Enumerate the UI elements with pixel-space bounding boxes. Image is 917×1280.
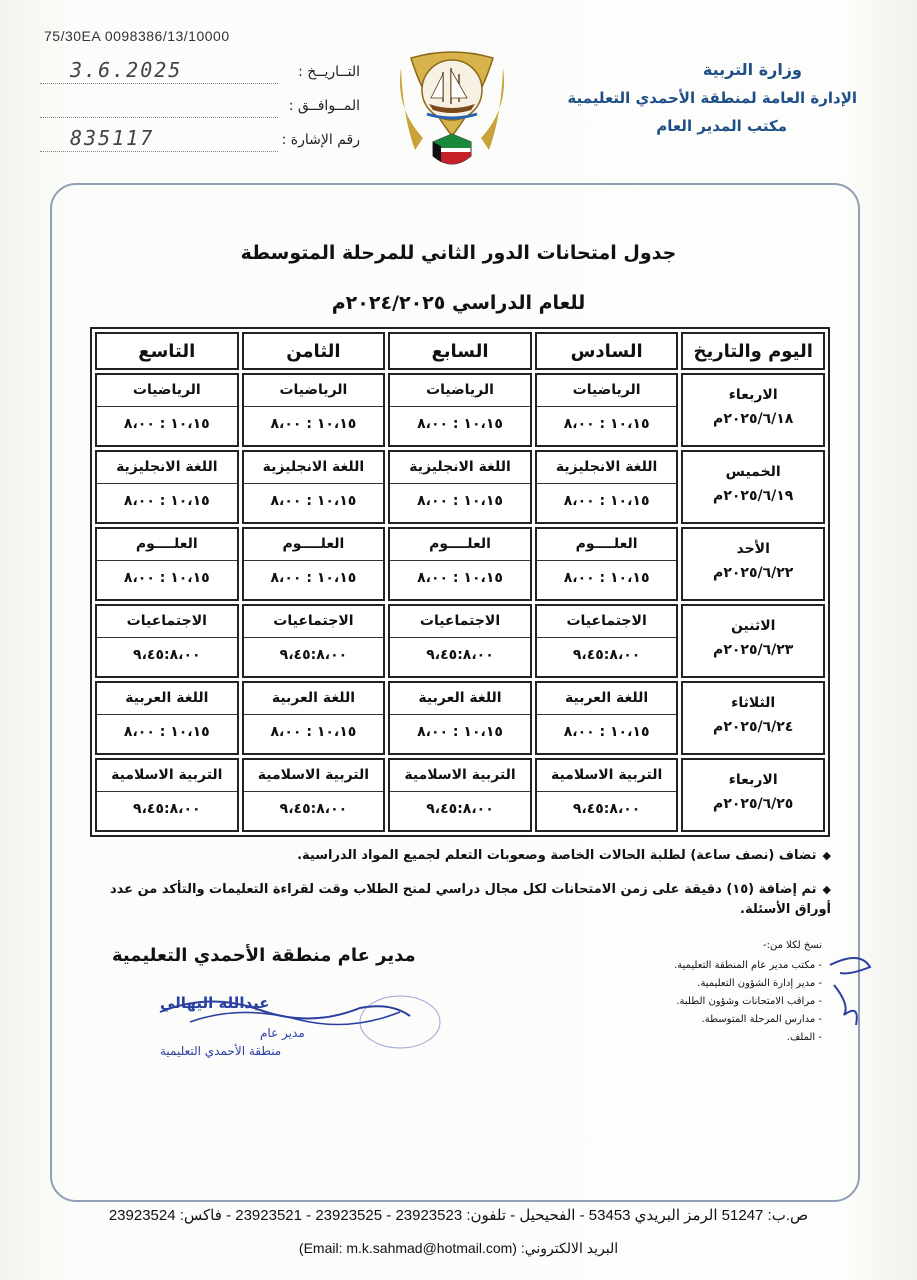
initials-signature-icon (820, 945, 890, 1035)
exam-time: ١٠،١٥ : ٨،٠٠ (563, 570, 650, 586)
exam-time: ١٠،١٥ : ٨،٠٠ (270, 493, 357, 509)
subject-name: التربية الاسلامية (244, 760, 384, 792)
subject-name: اللغة الانجليزية (244, 452, 384, 484)
subject-name: الاجتماعيات (97, 606, 237, 638)
footer-email: البريد الالكتروني: (Email: m.k.sahmad@hotmail.com) (298, 1240, 619, 1256)
date-row (40, 58, 360, 92)
footer-contact: ص.ب: 51247 الرمز البريدي 53453 - الفحيحيل - تلفون: 23923523 - 23923525 - 23923521 - فاكس: 23923524 (108, 1207, 809, 1224)
exam-cell (95, 373, 239, 447)
exam-time: ١٠،١٥ : ٨،٠٠ (563, 493, 650, 509)
subject-name: اللغة العربية (244, 683, 384, 715)
exam-cell (388, 373, 532, 447)
exam-time: ١٠،١٥ : ٨،٠٠ (270, 724, 357, 740)
exam-time: ١٠،١٥ : ٨،٠٠ (270, 416, 357, 432)
exam-cell (242, 681, 386, 755)
exam-time: ١٠،١٥ : ٨،٠٠ (563, 416, 650, 432)
exam-cell (535, 527, 679, 601)
exam-time: ١٠،١٥ : ٨،٠٠ (270, 570, 357, 586)
exam-time: ١٠،١٥ : ٨،٠٠ (417, 416, 503, 432)
day-date-cell (681, 450, 825, 524)
exam-time: ٩،٤٥:٨،٠٠ (279, 647, 348, 663)
subject-name: التربية الاسلامية (97, 760, 237, 792)
note-text: تضاف (نصف ساعة) لطلبة الحالات الخاصة وصعوبات التعلم لجميع المواد الدراسية. (297, 848, 817, 863)
date-label: التــاريــخ : (298, 64, 360, 80)
subject-name: الاجتماعيات (390, 606, 530, 638)
subject-name: الرياضيات (244, 375, 384, 407)
exam-cell (388, 681, 532, 755)
exam-date: ٢٠٢٥/٦/١٩م (713, 488, 794, 504)
diamond-bullet-icon: ◆ (822, 883, 831, 896)
day-date-cell (681, 373, 825, 447)
copies-heading: نسخ لكلا من:- (763, 940, 822, 951)
day-date-cell (681, 527, 825, 601)
note-item (71, 846, 831, 866)
day-date-cell (681, 681, 825, 755)
exam-cell (95, 681, 239, 755)
exam-time: ٩،٤٥:٨،٠٠ (133, 647, 201, 663)
table-row (95, 450, 825, 524)
day-name: الاربعاء (728, 772, 778, 788)
page-title: جدول امتحانات الدور الثاني للمرحلة المتوسطة (240, 242, 677, 264)
dotted-line (40, 151, 278, 152)
subject-name: الرياضيات (97, 375, 237, 407)
day-name: الخميس (725, 464, 781, 480)
day-name: الأحد (736, 541, 770, 557)
exam-date: ٢٠٢٥/٦/٢٥م (713, 796, 794, 812)
subject-name: اللغة العربية (390, 683, 530, 715)
exam-cell (95, 450, 239, 524)
exam-cell (388, 527, 532, 601)
exam-cell (242, 450, 386, 524)
subject-name: اللغة الانجليزية (537, 452, 677, 484)
exam-time: ٩،٤٥:٨،٠٠ (426, 801, 494, 817)
schedule-notes (71, 846, 831, 934)
table-row (95, 373, 825, 447)
dotted-line (40, 83, 278, 84)
directorate-name: الإدارة العامة لمنطقة الأحمدي التعليمية (567, 89, 857, 107)
subject-name: اللغة الانجليزية (97, 452, 237, 484)
list-item: - مكتب مدير عام المنطقة التعليمية. (674, 960, 822, 971)
signature-stamp (150, 982, 450, 1082)
reference-value: 835117 (70, 126, 155, 150)
exam-cell (242, 527, 386, 601)
kuwait-emblem-icon (393, 38, 511, 174)
exam-time: ١٠،١٥ : ٨،٠٠ (123, 724, 210, 740)
exam-cell (535, 758, 679, 832)
list-item: - مدير إدارة الشؤون التعليمية. (697, 978, 822, 989)
exam-time: ٩،٤٥:٨،٠٠ (572, 647, 641, 663)
list-item: - مدارس المرحلة المتوسطة. (701, 1014, 822, 1025)
director-title: مدير عام منطقة الأحمدي التعليمية (112, 945, 416, 966)
exam-time: ٩،٤٥:٨،٠٠ (572, 801, 641, 817)
exam-cell (242, 604, 386, 678)
exam-cell (535, 604, 679, 678)
exam-cell (535, 681, 679, 755)
day-date-cell (681, 604, 825, 678)
exam-cell (242, 758, 386, 832)
exam-time: ١٠،١٥ : ٨،٠٠ (563, 724, 650, 740)
exam-date: ٢٠٢٥/٦/٢٢م (713, 565, 794, 581)
exam-cell (388, 450, 532, 524)
day-name: الاربعاء (728, 387, 778, 403)
day-name: الثلاثاء (731, 695, 776, 711)
exam-cell (95, 527, 239, 601)
office-name: مكتب المدير العام (656, 117, 787, 135)
column-header: الثامن (242, 332, 386, 370)
column-header: اليوم والتاريخ (681, 332, 825, 370)
note-text: تم إضافة (١٥) دقيقة على زمن الامتحانات لكل مجال دراسي لمنح الطلاب وقت لقراءة التعليمات والتأكد من عدد أوراق الأسئلة. (110, 882, 831, 917)
subject-name: العلــــوم (537, 529, 677, 561)
table-row (95, 604, 825, 678)
exam-time: ١٠،١٥ : ٨،٠٠ (417, 724, 503, 740)
column-header: السادس (535, 332, 679, 370)
exam-time: ١٠،١٥ : ٨،٠٠ (123, 493, 210, 509)
exam-cell (242, 373, 386, 447)
exam-time: ١٠،١٥ : ٨،٠٠ (123, 416, 210, 432)
subject-name: اللغة العربية (97, 683, 237, 715)
stamp-name: عبدالله اليهالي (160, 994, 270, 1012)
exam-time: ٩،٤٥:٨،٠٠ (133, 801, 201, 817)
exam-time: ٩،٤٥:٨،٠٠ (279, 801, 348, 817)
subject-name: التربية الاسلامية (537, 760, 677, 792)
reference-row (40, 126, 360, 160)
stamp-region: منطقة الأحمدي التعليمية (160, 1044, 282, 1058)
exam-cell (95, 758, 239, 832)
exam-cell (535, 450, 679, 524)
exam-date: ٢٠٢٥/٦/١٨م (713, 411, 794, 427)
copies-to-list (612, 940, 822, 1049)
table-row (95, 527, 825, 601)
exam-cell (95, 604, 239, 678)
ministry-header (557, 60, 857, 145)
date-value: 3.6.2025 (70, 58, 183, 82)
subject-name: اللغة الانجليزية (390, 452, 530, 484)
exam-cell (388, 604, 532, 678)
list-item: - مراقب الامتحانات وشؤون الطلبة. (676, 996, 822, 1007)
exam-time: ١٠،١٥ : ٨،٠٠ (417, 493, 503, 509)
subject-name: العلــــوم (390, 529, 530, 561)
subject-name: اللغة العربية (537, 683, 677, 715)
stamp-title: مدير عام (260, 1026, 305, 1040)
subject-name: العلــــوم (244, 529, 384, 561)
diamond-bullet-icon: ◆ (822, 849, 831, 862)
subject-name: الاجتماعيات (537, 606, 677, 638)
page-subtitle: للعام الدراسي ٢٠٢٤/٢٠٢٥م (331, 292, 586, 314)
subject-name: التربية الاسلامية (390, 760, 530, 792)
list-item: - الملف. (786, 1032, 822, 1043)
table-row (95, 758, 825, 832)
exam-time: ١٠،١٥ : ٨،٠٠ (417, 570, 503, 586)
exam-time: ١٠،١٥ : ٨،٠٠ (123, 570, 210, 586)
exam-time: ٩،٤٥:٨،٠٠ (426, 647, 494, 663)
subject-name: الرياضيات (390, 375, 530, 407)
subject-name: الرياضيات (537, 375, 677, 407)
ministry-name: وزارة التربية (702, 60, 802, 79)
corresponding-row (40, 92, 360, 126)
dotted-line (40, 117, 278, 118)
subject-name: العلــــوم (97, 529, 237, 561)
exam-date: ٢٠٢٥/٦/٢٣م (713, 642, 794, 658)
note-item (71, 880, 831, 920)
exam-cell (535, 373, 679, 447)
corresponding-label: المــوافــق : (288, 98, 360, 114)
exam-date: ٢٠٢٥/٦/٢٤م (713, 719, 794, 735)
subject-name: الاجتماعيات (244, 606, 384, 638)
table-row (95, 681, 825, 755)
day-date-cell (681, 758, 825, 832)
table-header-row (95, 332, 825, 370)
exam-cell (388, 758, 532, 832)
letter-meta (40, 58, 360, 160)
column-header: التاسع (95, 332, 239, 370)
column-header: السابع (388, 332, 532, 370)
reference-code: 75/30EA 0098386/13/10000 (44, 28, 230, 44)
day-name: الاثنين (730, 618, 776, 634)
reference-label: رقم الإشارة : (281, 132, 360, 148)
exam-schedule-table (90, 327, 830, 837)
